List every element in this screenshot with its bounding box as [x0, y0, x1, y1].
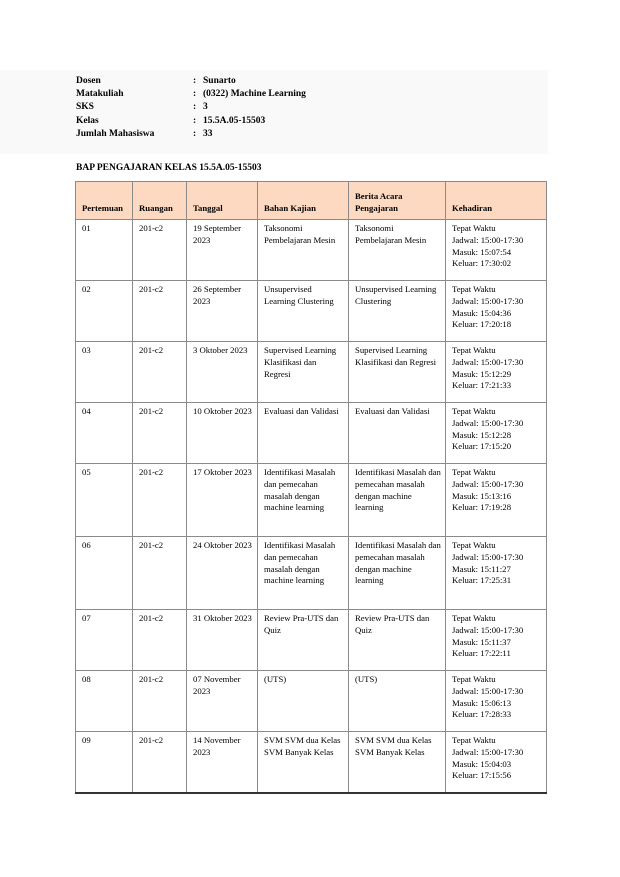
table-row [76, 671, 547, 732]
info-value: (0322) Machine Learning [203, 89, 306, 100]
attendance-jadwal: Jadwal: 15:00-17:30 [452, 417, 524, 428]
cell-ruangan: 201-c2 [133, 537, 187, 610]
cell-bahan-kajian: Identifikasi Masalah dan pemecahan masalah dengan machine learning [258, 537, 349, 610]
cell-kehadiran [446, 732, 547, 794]
info-colon: : [193, 89, 197, 100]
cell-kehadiran [446, 281, 547, 342]
cell-ruangan: 201-c2 [133, 403, 187, 464]
attendance-jadwal: Jadwal: 15:00-17:30 [452, 295, 524, 306]
table-row [76, 342, 547, 403]
info-row-dosen [76, 75, 306, 88]
cell-ruangan: 201-c2 [133, 671, 187, 732]
cell-pertemuan: 05 [76, 464, 133, 537]
cell-bahan-kajian: Unsupervised Learning Clustering [258, 281, 349, 342]
table-row [76, 464, 547, 537]
cell-bahan-kajian: Taksonomi Pembelajaran Mesin [258, 220, 349, 281]
attendance-masuk: Masuk: 15:04:36 [452, 307, 512, 318]
table-row [76, 281, 547, 342]
attendance-keluar: Keluar: 17:21:33 [452, 380, 512, 391]
info-colon: : [193, 115, 197, 126]
attendance-jadwal: Jadwal: 15:00-17:30 [452, 356, 524, 367]
table-row [76, 220, 547, 281]
info-label: Jumlah Mahasiswa [76, 128, 155, 139]
info-row-jumlah-mahasiswa [76, 128, 306, 141]
attendance-keluar: Keluar: 17:19:28 [452, 502, 512, 513]
attendance-status: Tepat Waktu [452, 406, 496, 416]
cell-kehadiran [446, 342, 547, 403]
attendance-keluar: Keluar: 17:20:18 [452, 319, 512, 330]
cell-kehadiran [446, 464, 547, 537]
cell-ruangan: 201-c2 [133, 281, 187, 342]
info-value: Sunarto [203, 76, 236, 86]
attendance-masuk: Masuk: 15:12:28 [452, 429, 512, 440]
cell-ruangan: 201-c2 [133, 464, 187, 537]
cell-ruangan: 201-c2 [133, 220, 187, 281]
cell-berita-acara: Identifikasi Masalah dan pemecahan masalah dengan machine learning [349, 464, 446, 537]
cell-tanggal: 31 Oktober 2023 [187, 610, 258, 671]
info-label: Matakuliah [76, 89, 124, 100]
cell-pertemuan: 07 [76, 610, 133, 671]
cell-kehadiran [446, 403, 547, 464]
attendance-jadwal: Jadwal: 15:00-17:30 [452, 746, 524, 757]
cell-tanggal: 07 November 2023 [187, 671, 258, 732]
table-header-row [76, 182, 547, 220]
cell-bahan-kajian: Evaluasi dan Validasi [258, 403, 349, 464]
attendance-keluar: Keluar: 17:28:33 [452, 709, 512, 720]
cell-berita-acara: Identifikasi Masalah dan pemecahan masalah dengan machine learning [349, 537, 446, 610]
cell-berita-acara: Supervised Learning Klasifikasi dan Regresi [349, 342, 446, 403]
info-label: Dosen [76, 76, 101, 86]
info-colon: : [193, 128, 197, 139]
cell-bahan-kajian: Review Pra-UTS dan Quiz [258, 610, 349, 671]
info-colon: : [193, 102, 197, 113]
attendance-jadwal: Jadwal: 15:00-17:30 [452, 234, 524, 245]
bap-table [75, 181, 547, 794]
attendance-jadwal: Jadwal: 15:00-17:30 [452, 624, 524, 635]
cell-bahan-kajian: SVM SVM dua Kelas SVM Banyak Kelas [258, 732, 349, 794]
info-colon: : [193, 76, 197, 86]
attendance-status: Tepat Waktu [452, 284, 496, 294]
info-label: Kelas [76, 115, 99, 126]
attendance-jadwal: Jadwal: 15:00-17:30 [452, 478, 524, 489]
cell-kehadiran [446, 537, 547, 610]
attendance-masuk: Masuk: 15:11:27 [452, 563, 511, 574]
info-value: 3 [203, 102, 208, 113]
cell-ruangan: 201-c2 [133, 610, 187, 671]
info-value: 33 [203, 128, 213, 139]
cell-pertemuan: 02 [76, 281, 133, 342]
header-bahan-kajian: Bahan Kajian [258, 182, 349, 220]
attendance-masuk: Masuk: 15:11:37 [452, 636, 511, 647]
info-row-sks [76, 101, 306, 114]
cell-bahan-kajian: (UTS) [258, 671, 349, 732]
attendance-status: Tepat Waktu [452, 735, 496, 745]
attendance-keluar: Keluar: 17:25:31 [452, 575, 512, 586]
cell-berita-acara: (UTS) [349, 671, 446, 732]
cell-tanggal: 19 September 2023 [187, 220, 258, 281]
attendance-jadwal: Jadwal: 15:00-17:30 [452, 685, 524, 696]
attendance-masuk: Masuk: 15:06:13 [452, 697, 512, 708]
cell-bahan-kajian: Identifikasi Masalah dan pemecahan masalah dengan machine learning [258, 464, 349, 537]
attendance-status: Tepat Waktu [452, 345, 496, 355]
cell-tanggal: 24 Oktober 2023 [187, 537, 258, 610]
header-tanggal: Tanggal [187, 182, 258, 220]
attendance-keluar: Keluar: 17:22:11 [452, 648, 511, 659]
attendance-status: Tepat Waktu [452, 467, 496, 477]
cell-tanggal: 3 Oktober 2023 [187, 342, 258, 403]
cell-pertemuan: 08 [76, 671, 133, 732]
cell-tanggal: 14 November 2023 [187, 732, 258, 794]
cell-berita-acara: SVM SVM dua Kelas SVM Banyak Kelas [349, 732, 446, 794]
table-row [76, 403, 547, 464]
cell-pertemuan: 04 [76, 403, 133, 464]
header-pertemuan: Pertemuan [76, 182, 133, 220]
cell-kehadiran [446, 671, 547, 732]
attendance-keluar: Keluar: 17:15:56 [452, 770, 512, 781]
header-berita-acara: Berita Acara Pengajaran [349, 182, 446, 220]
attendance-keluar: Keluar: 17:15:20 [452, 441, 512, 452]
cell-berita-acara: Unsupervised Learning Clustering [349, 281, 446, 342]
attendance-keluar: Keluar: 17:30:02 [452, 258, 512, 269]
cell-kehadiran [446, 220, 547, 281]
cell-bahan-kajian: Supervised Learning Klasifikasi dan Regresi [258, 342, 349, 403]
table-row [76, 610, 547, 671]
cell-tanggal: 17 Oktober 2023 [187, 464, 258, 537]
cell-berita-acara: Review Pra-UTS dan Quiz [349, 610, 446, 671]
cell-kehadiran [446, 610, 547, 671]
cell-pertemuan: 06 [76, 537, 133, 610]
cell-ruangan: 201-c2 [133, 342, 187, 403]
cell-berita-acara: Taksonomi Pembelajaran Mesin [349, 220, 446, 281]
attendance-masuk: Masuk: 15:13:16 [452, 490, 512, 501]
attendance-status: Tepat Waktu [452, 540, 496, 550]
attendance-status: Tepat Waktu [452, 613, 496, 623]
header-kehadiran: Kehadiran [446, 182, 547, 220]
cell-ruangan: 201-c2 [133, 732, 187, 794]
attendance-jadwal: Jadwal: 15:00-17:30 [452, 551, 524, 562]
info-row-matakuliah [76, 88, 306, 101]
table-body [76, 220, 547, 794]
table-row [76, 732, 547, 794]
cell-pertemuan: 01 [76, 220, 133, 281]
cell-pertemuan: 09 [76, 732, 133, 794]
course-info [76, 75, 306, 141]
attendance-masuk: Masuk: 15:04:03 [452, 758, 512, 769]
info-value: 15.5A.05-15503 [203, 115, 266, 126]
attendance-status: Tepat Waktu [452, 223, 496, 233]
header-ruangan: Ruangan [133, 182, 187, 220]
cell-tanggal: 26 September 2023 [187, 281, 258, 342]
info-label: SKS [76, 102, 94, 113]
attendance-status: Tepat Waktu [452, 674, 496, 684]
table-row [76, 537, 547, 610]
info-row-kelas [76, 115, 306, 128]
attendance-masuk: Masuk: 15:07:54 [452, 246, 512, 257]
cell-pertemuan: 03 [76, 342, 133, 403]
cell-tanggal: 10 Oktober 2023 [187, 403, 258, 464]
section-title: BAP PENGAJARAN KELAS 15.5A.05-15503 [76, 163, 262, 173]
cell-berita-acara: Evaluasi dan Validasi [349, 403, 446, 464]
attendance-masuk: Masuk: 15:12:29 [452, 368, 512, 379]
